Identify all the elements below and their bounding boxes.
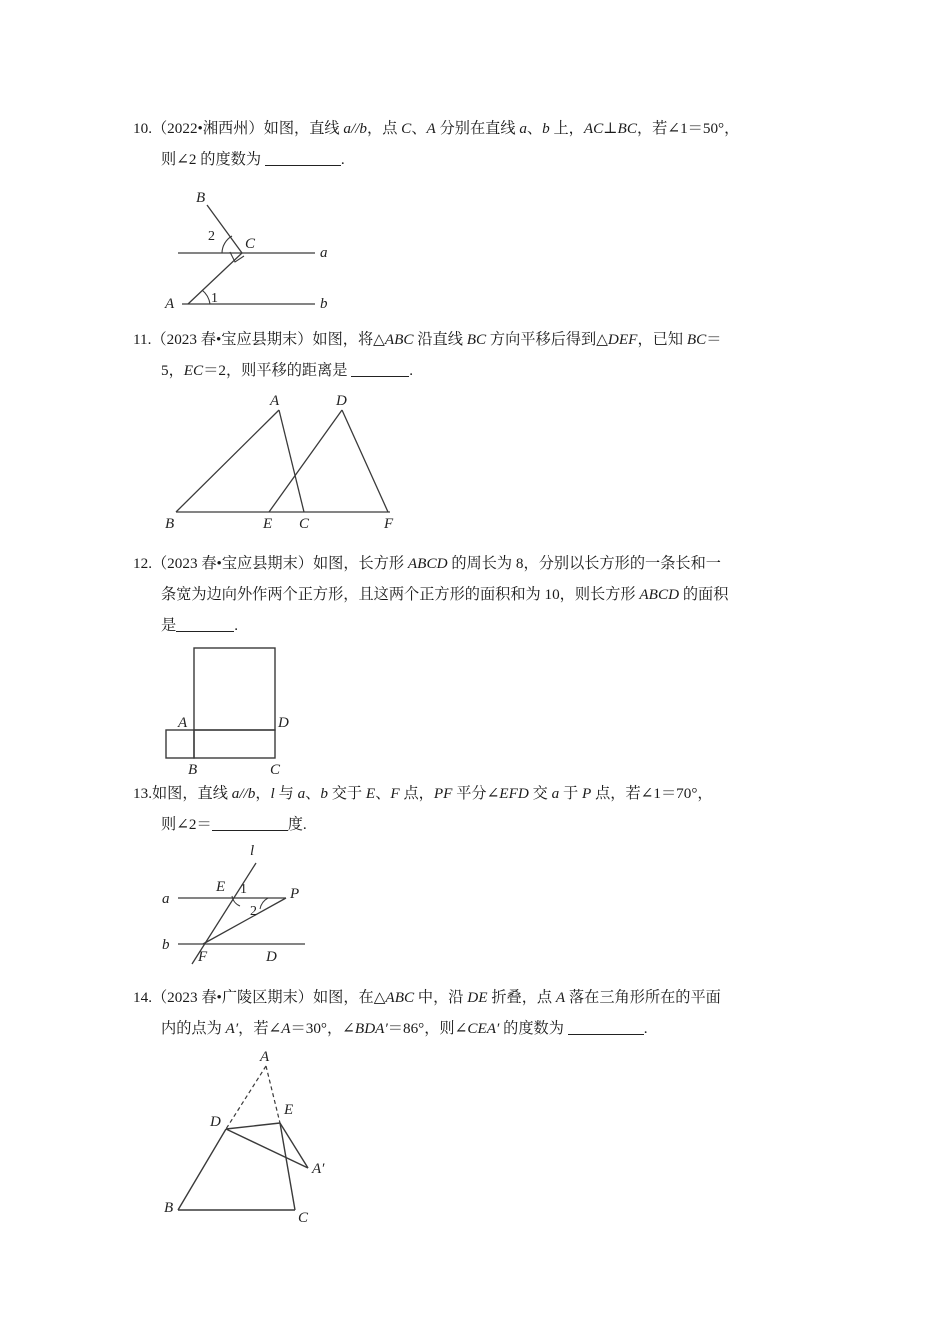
q11-t2: 沿直线	[413, 331, 467, 348]
label-C: C	[270, 762, 281, 777]
label-C: C	[299, 516, 310, 532]
folded-triangle-svg	[162, 1048, 382, 1233]
q12-t3: 条宽为边向外作两个正方形，且这两个正方形的面积和为 10，则长方形	[161, 586, 640, 603]
q14-t5: 内的点为	[161, 1020, 226, 1037]
q11-i5: EC	[183, 362, 204, 379]
label-C: C	[245, 236, 256, 252]
rectangle-with-two-squares-svg	[158, 642, 328, 777]
label-A: A	[260, 1049, 270, 1065]
segment-DB	[178, 1129, 226, 1210]
question-13-number: 13.	[133, 785, 152, 802]
q11-t1: 如图，将△	[312, 331, 385, 348]
q10-i3: A	[426, 120, 436, 137]
question-11-answer-blank[interactable]	[351, 376, 409, 377]
question-14-answer-blank[interactable]	[568, 1034, 644, 1035]
q14-t6: ，若∠	[238, 1020, 282, 1037]
q12-i2: ABCD	[639, 586, 680, 603]
segment-DE	[226, 1123, 280, 1129]
q14-t2: 中，沿	[414, 989, 468, 1006]
q11-t5: ＝	[706, 331, 722, 348]
q14-i4: A′	[225, 1020, 239, 1037]
q11-i1: ABC	[384, 331, 414, 348]
segment-ED	[269, 410, 342, 512]
q13-t11: 点，若∠1＝70°，	[591, 785, 713, 802]
q13-t5: 交于	[327, 785, 366, 802]
q13-t6: 、	[375, 785, 391, 802]
rectangle-ABCD	[194, 730, 275, 758]
q11-i3: DEF	[607, 331, 638, 348]
question-12	[133, 548, 823, 641]
label-angle-1: 1	[240, 882, 247, 897]
question-13-line-1	[133, 778, 823, 809]
question-13-answer-blank[interactable]	[212, 830, 288, 831]
question-10-source: （2022•湘西州）	[151, 120, 264, 137]
square-on-length	[194, 648, 275, 730]
q14-t4: 落在三角形所在的平面	[565, 989, 721, 1006]
q13-t4: 、	[305, 785, 321, 802]
ray-FP	[203, 898, 286, 944]
question-12-answer-blank[interactable]	[176, 631, 234, 632]
q11-t8: .	[409, 362, 414, 379]
question-12-text	[133, 548, 823, 641]
label-B: B	[196, 190, 206, 206]
question-11	[133, 324, 823, 386]
q10-t7: ，若∠1＝50°，	[636, 120, 740, 137]
q10-t5: 、	[526, 120, 543, 137]
question-12-line-1	[133, 548, 823, 579]
q13-i2: l	[270, 785, 275, 802]
figure-question-10	[160, 190, 360, 320]
label-F: F	[198, 949, 208, 965]
label-B: B	[164, 1200, 174, 1216]
question-10-text	[133, 113, 823, 175]
q12-t4: 的面积	[679, 586, 729, 603]
q13-i9: a	[551, 785, 560, 802]
q14-i7: CEA′	[467, 1020, 500, 1037]
q11-i4: BC	[686, 331, 707, 348]
q14-t9: 的度数为	[499, 1020, 568, 1037]
question-10	[133, 113, 823, 175]
angle-1-arc	[202, 290, 210, 304]
q11-t6: 5，	[161, 362, 184, 379]
label-B: B	[165, 516, 175, 532]
q13-i7: PF	[433, 785, 453, 802]
q10-i6: AC⊥BC	[583, 120, 637, 137]
question-12-line-2	[133, 579, 823, 610]
q13-t8: 平分∠	[452, 785, 500, 802]
label-E: E	[216, 879, 226, 895]
translated-triangles-svg	[160, 393, 420, 533]
question-14-line-2	[133, 1013, 823, 1044]
q13-i4: b	[320, 785, 328, 802]
question-10-line-2	[133, 144, 823, 175]
q14-i6: BDA′	[354, 1020, 388, 1037]
q12-t6: .	[234, 617, 238, 634]
question-12-line-3	[133, 610, 823, 641]
q13-t1: 如图，直线	[151, 785, 232, 802]
q13-i10: P	[581, 785, 592, 802]
question-11-line-1	[133, 324, 823, 355]
q14-t10: .	[643, 1020, 648, 1037]
question-14-line-1	[133, 982, 823, 1013]
question-13	[133, 778, 823, 840]
q14-i5: A	[281, 1020, 291, 1037]
label-E: E	[263, 516, 273, 532]
question-13-line-2	[133, 809, 823, 840]
q14-t3: 折叠，点	[487, 989, 556, 1006]
figure-question-14	[162, 1048, 382, 1233]
label-angle-1: 1	[211, 291, 218, 306]
label-line-b: b	[162, 937, 170, 953]
dashed-segment-AD	[226, 1066, 266, 1129]
q11-t3: 方向平移后得到△	[486, 331, 608, 348]
q13-t9: 交	[528, 785, 552, 802]
q12-t1: 如图，长方形	[312, 555, 408, 572]
label-line-a: a	[320, 245, 328, 261]
label-line-a: a	[162, 891, 170, 907]
question-10-line-1	[133, 113, 823, 144]
question-12-source: （2023 春•宝应县期末）	[151, 555, 313, 572]
q13-i8: EFD	[499, 785, 529, 802]
square-on-width	[166, 730, 194, 758]
label-F: F	[384, 516, 394, 532]
question-13-text	[133, 778, 823, 840]
q13-t7: 点，	[399, 785, 434, 802]
segment-DF	[342, 410, 388, 512]
q10-i1: a//b	[343, 120, 367, 137]
label-A: A	[178, 715, 188, 731]
figure-question-11	[160, 393, 420, 533]
label-E: E	[284, 1102, 294, 1118]
question-11-source: （2023 春•宝应县期末）	[151, 331, 313, 348]
perpendicular-parallel-lines-svg	[160, 190, 360, 320]
question-11-number: 11.	[133, 331, 152, 348]
q13-t13: 度.	[287, 816, 307, 833]
q13-i1: a//b	[231, 785, 256, 802]
q12-i1: ABCD	[407, 555, 448, 572]
q12-t2: 的周长为 8，分别以长方形的一条长和一	[447, 555, 721, 572]
q12-t5: 是	[161, 617, 177, 634]
q10-i4: a	[519, 120, 527, 137]
q13-i6: F	[390, 785, 400, 802]
label-A: A	[165, 296, 175, 312]
q10-t4: 分别在直线	[435, 120, 520, 137]
question-11-line-2	[133, 355, 823, 386]
question-14	[133, 982, 823, 1044]
label-angle-2: 2	[208, 229, 215, 244]
q13-t3: 与	[274, 785, 298, 802]
q14-i2: DE	[467, 989, 488, 1006]
q11-i2: BC	[466, 331, 487, 348]
q14-t8: ＝86°，则∠	[387, 1020, 468, 1037]
question-14-number: 14.	[133, 989, 152, 1006]
q11-t4: ，已知	[637, 331, 687, 348]
question-11-text	[133, 324, 823, 386]
figure-question-13	[158, 845, 388, 970]
q10-t6: 上，	[549, 120, 584, 137]
q10-t3: 、	[411, 120, 427, 137]
label-A-prime: A′	[312, 1161, 325, 1177]
q13-i5: E	[365, 785, 376, 802]
label-D: D	[210, 1114, 221, 1130]
q13-t10: 于	[559, 785, 582, 802]
figure-question-12	[158, 642, 328, 777]
label-P: P	[290, 886, 300, 902]
label-line-b: b	[320, 296, 328, 312]
question-14-text	[133, 982, 823, 1044]
q14-i3: A	[555, 989, 566, 1006]
q13-t12: 则∠2＝	[161, 816, 212, 833]
label-C: C	[298, 1210, 309, 1226]
q14-t1: 如图，在△	[312, 989, 386, 1006]
q10-t9: .	[340, 151, 345, 168]
label-D: D	[266, 949, 277, 965]
question-10-answer-blank[interactable]	[265, 165, 341, 166]
label-angle-2: 2	[250, 904, 257, 919]
question-14-source: （2023 春•广陵区期末）	[151, 989, 313, 1006]
q10-i2: C	[401, 120, 412, 137]
label-D: D	[278, 715, 289, 731]
q10-t8: 则∠2 的度数为	[161, 151, 265, 168]
label-B: B	[188, 762, 198, 777]
question-10-number: 10.	[133, 120, 152, 137]
q14-t7: ＝30°，∠	[290, 1020, 355, 1037]
segment-BA	[176, 410, 279, 512]
q10-t1: 如图，直线	[263, 120, 344, 137]
segment-AC	[279, 410, 304, 512]
angle-bisector-parallel-lines-svg	[158, 845, 388, 970]
angle-2-arc	[260, 898, 268, 909]
label-D: D	[336, 393, 347, 409]
q10-t2: ，点	[367, 120, 402, 137]
q13-t2: ，	[255, 785, 271, 802]
q11-t7: ＝2，则平移的距离是	[203, 362, 352, 379]
angle-2-arc	[222, 236, 232, 253]
label-line-l: l	[250, 845, 255, 859]
q10-i5: b	[542, 120, 550, 137]
dashed-segment-AE	[266, 1066, 280, 1123]
q13-i3: a	[297, 785, 306, 802]
label-A: A	[270, 393, 280, 409]
question-12-number: 12.	[133, 555, 152, 572]
q14-i1: ABC	[385, 989, 415, 1006]
